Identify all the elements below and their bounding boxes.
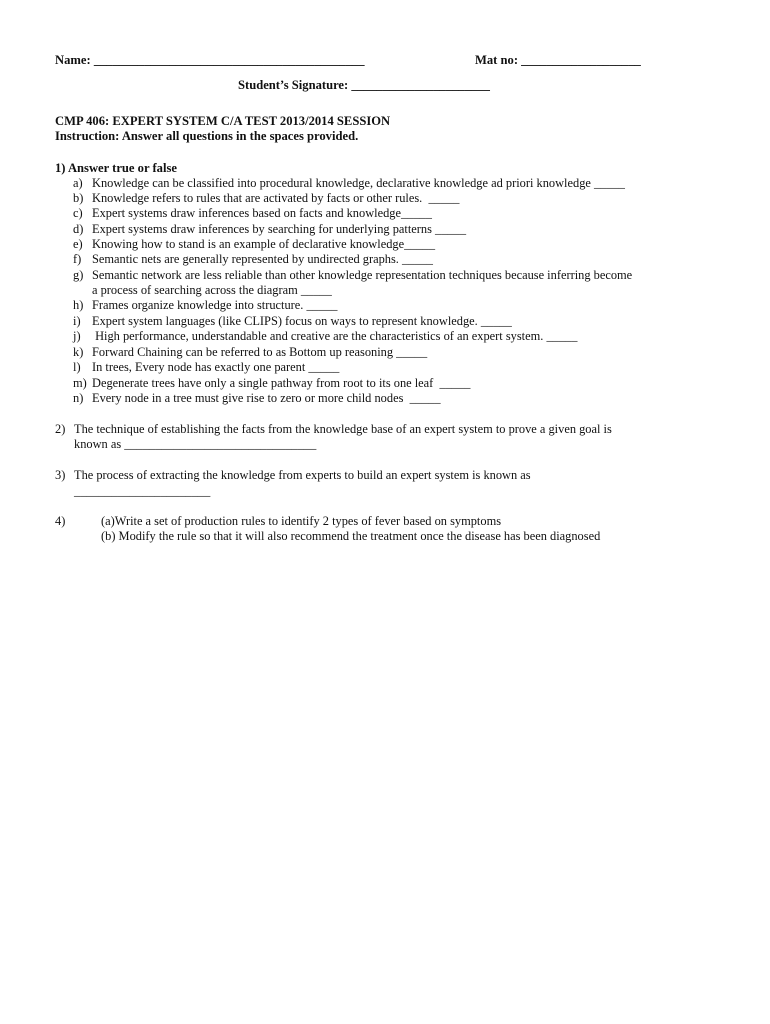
item-label: c) xyxy=(73,206,83,220)
item-label: f) xyxy=(73,252,82,266)
item-text: Expert system languages (like CLIPS) focus on ways to represent knowledge. _____ xyxy=(92,314,512,328)
q1-heading: 1) Answer true or false xyxy=(55,161,177,175)
item-label: j) xyxy=(73,329,81,343)
item-label: n) xyxy=(73,391,84,405)
q3-number: 3) xyxy=(55,468,66,482)
item-text-continuation: a process of searching across the diagram _____ xyxy=(92,283,332,297)
signature-field-line: Student’s Signature: ______________________ xyxy=(238,78,490,92)
item-text: Degenerate trees have only a single pathway from root to its one leaf _____ xyxy=(92,376,471,390)
q3-answer-line: ______________________ xyxy=(74,484,211,498)
item-label: k) xyxy=(73,345,84,359)
q4-part-b: (b) Modify the rule so that it will also recommend the treatment once the disease has been diagnosed xyxy=(101,529,601,543)
q2-number: 2) xyxy=(55,422,66,436)
item-text: Semantic network are less reliable than other knowledge representation techniques because inferring become xyxy=(92,268,633,282)
instruction: Instruction: Answer all questions in the spaces provided. xyxy=(55,129,359,143)
item-text: Forward Chaining can be referred to as Bottom up reasoning _____ xyxy=(92,345,428,359)
item-label: b) xyxy=(73,191,84,205)
course-title: CMP 406: EXPERT SYSTEM C/A TEST 2013/2014 SESSION xyxy=(55,114,391,128)
item-label: l) xyxy=(73,360,81,374)
item-text: Frames organize knowledge into structure. _____ xyxy=(92,298,338,312)
item-text: In trees, Every node has exactly one parent _____ xyxy=(92,360,340,374)
q2-text: The technique of establishing the facts from the knowledge base of an expert system to prove a given goal is xyxy=(74,422,612,436)
item-label: a) xyxy=(73,176,83,190)
item-label: i) xyxy=(73,314,81,328)
item-label: d) xyxy=(73,222,84,236)
item-text: Semantic nets are generally represented by undirected graphs. _____ xyxy=(92,252,433,266)
item-text: Knowing how to stand is an example of declarative knowledge_____ xyxy=(92,237,436,251)
item-text: Knowledge refers to rules that are activated by facts or other rules. _____ xyxy=(92,191,460,205)
item-text: Expert systems draw inferences based on facts and knowledge_____ xyxy=(92,206,432,220)
mat-no-field-line: Mat no: ___________________ xyxy=(475,53,641,67)
q4-part-a: (a)Write a set of production rules to identify 2 types of fever based on symptoms xyxy=(101,514,502,528)
item-label: e) xyxy=(73,237,83,251)
q2-answer-line: known as _______________________________ xyxy=(74,437,317,451)
item-text: Expert systems draw inferences by searching for underlying patterns _____ xyxy=(92,222,467,236)
q3-text: The process of extracting the knowledge from experts to build an expert system is known as xyxy=(74,468,531,482)
item-text: High performance, understandable and creative are the characteristics of an expert system. _____ xyxy=(92,329,578,343)
item-label: m) xyxy=(73,376,87,390)
q4-number: 4) xyxy=(55,514,66,528)
name-field-line: Name: ___________________________________________ xyxy=(55,53,365,67)
item-label: h) xyxy=(73,298,84,312)
item-label: g) xyxy=(73,268,84,282)
item-text: Every node in a tree must give rise to zero or more child nodes _____ xyxy=(92,391,441,405)
item-text: Knowledge can be classified into procedural knowledge, declarative knowledge ad priori knowledge _____ xyxy=(92,176,625,190)
